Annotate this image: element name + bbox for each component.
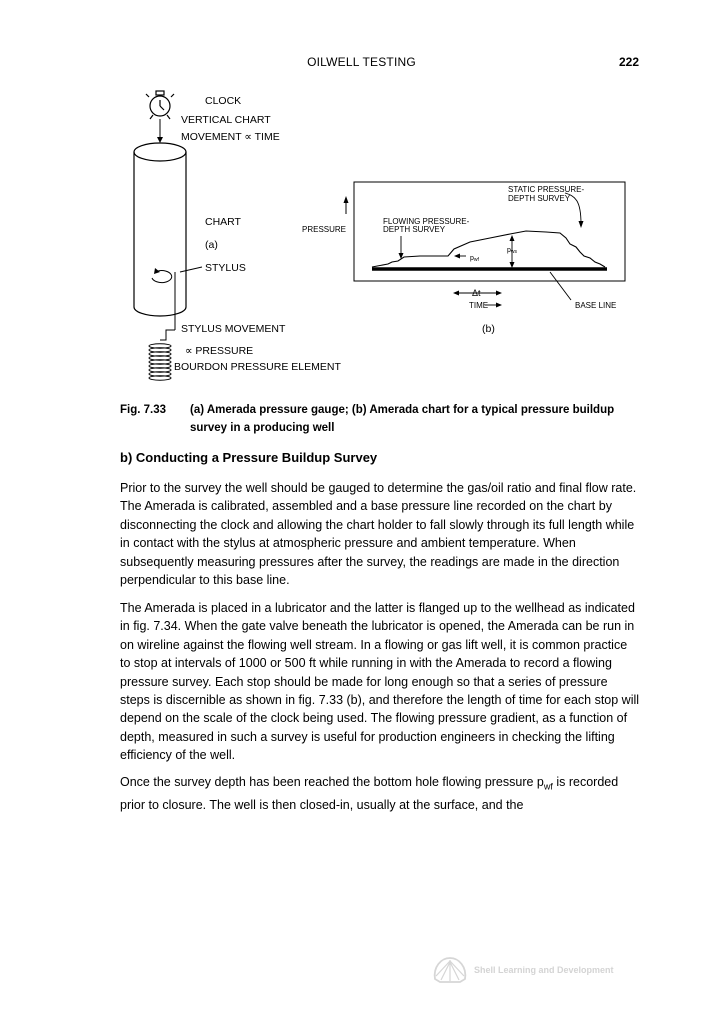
bourdon-coil-icon	[149, 344, 171, 380]
shell-logo-icon	[432, 955, 468, 985]
label-vertical-chart: VERTICAL CHART	[181, 114, 271, 126]
base-line-pointer	[550, 272, 571, 300]
label-delta-t: Δt	[472, 288, 481, 298]
pws-arrowhead-up	[510, 235, 515, 241]
amerada-figure	[0, 0, 723, 400]
label-stylus: STYLUS	[205, 262, 246, 274]
label-static-survey-2: DEPTH SURVEY	[508, 194, 571, 203]
time-axis-arrowhead	[496, 303, 502, 308]
label-clock: CLOCK	[205, 95, 242, 107]
paragraph-3	[120, 773, 640, 814]
chart-cylinder	[134, 143, 186, 316]
stylus-pointer	[180, 267, 202, 272]
footer-text: Shell Learning and Development	[474, 965, 614, 975]
label-part-b: (b)	[482, 323, 495, 335]
stylus-linkage	[160, 330, 175, 340]
label-pressure-axis: PRESSURE	[302, 225, 347, 234]
label-static-survey-1: STATIC PRESSURE-	[508, 185, 585, 194]
label-part-a: (a)	[205, 239, 218, 251]
pressure-axis-arrowhead	[344, 196, 349, 203]
paragraph-3-part-b: is recorded prior to closure. The well is then closed-in, usually at the surface, and the	[120, 775, 619, 812]
label-base-line: BASE LINE	[575, 301, 617, 310]
clock-arrowhead	[157, 137, 163, 143]
label-flowing-survey-1: FLOWING PRESSURE-	[383, 217, 470, 226]
label-pressure-prop: ∝ PRESSURE	[185, 345, 254, 357]
paragraph-3-part-a: Once the survey depth has been reached the bottom hole flowing pressure p	[120, 775, 544, 789]
label-movement-time: MOVEMENT ∝ TIME	[181, 131, 280, 143]
pwf-arrowhead	[454, 254, 460, 259]
delta-t-arrowhead-left	[453, 291, 459, 296]
delta-t-arrowhead-right	[496, 291, 502, 296]
pws-arrowhead-down	[510, 262, 515, 268]
caption-text: (a) Amerada pressure gauge; (b) Amerada chart for a typical pressure buildup survey in a producing well	[190, 404, 615, 434]
label-bourdon: BOURDON PRESSURE ELEMENT	[174, 361, 341, 373]
paragraph-3-subscript: wf	[543, 781, 553, 792]
clock-icon	[146, 91, 174, 119]
label-stylus-movement: STYLUS MOVEMENT	[181, 323, 286, 335]
pressure-trace	[372, 231, 605, 267]
label-pwf: pwf	[470, 255, 479, 263]
paragraph-2: The Amerada is placed in a lubricator and the latter is flanged up to the wellhead as indicated in fig. 7.34. When the gate valve beneath the lubricator is opened, the Amerada can be run in on wireline against the flowing well stream. In a flowing or gas lift well, it is common practice to stop at intervals of 1000 or 500 ft while running in with the Amerada to record a flowing pressure survey. Each stop should be made for long enough so that a series of pressure steps is discernible as shown in fig. 7.33 (b), and therefore the length of time for each stop will depend on the scale of the clock being used. The flowing pressure gradient, as a function of depth, measured in such a survey is useful for production engineers in checking the lifting efficiency of the well.	[120, 601, 640, 763]
section-heading: b) Conducting a Pressure Buildup Survey	[120, 450, 378, 465]
label-time-axis: TIME	[469, 301, 489, 310]
label-flowing-survey-2: DEPTH SURVEY	[383, 225, 446, 234]
caption-number: Fig. 7.33	[120, 404, 167, 416]
page-number: 222	[619, 55, 640, 69]
paragraph-1: Prior to the survey the well should be gauged to determine the gas/oil ratio and final flow rate. The Amerada is calibrated, assembled and a base pressure line recorded on the chart by disconnecting the clock and allowing the chart holder to fall slowly through its full length while in contact with the stylus at atmospheric pressure and ambient temperature. When subsequently measuring pressures after the survey, the readings are made in the direction perpendicular to this base line.	[120, 481, 637, 588]
static-arrowhead	[579, 221, 584, 228]
label-chart: CHART	[205, 216, 241, 228]
footer	[432, 955, 614, 985]
label-pws: pws	[507, 247, 518, 255]
page-header-title: OILWELL TESTING	[307, 55, 416, 69]
